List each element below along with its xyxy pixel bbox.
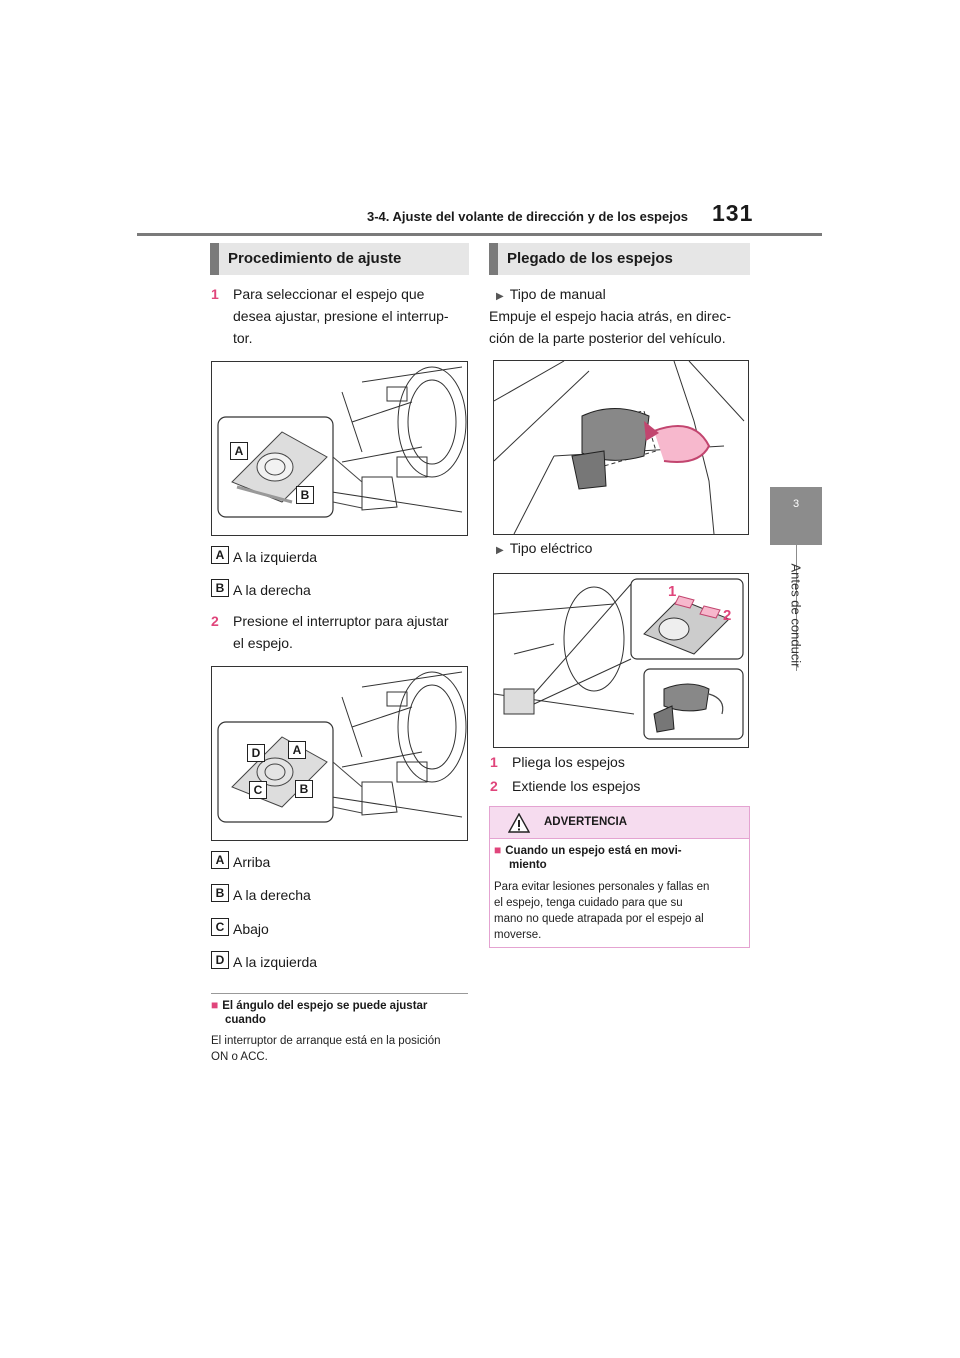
warning-heading-line-2: miento xyxy=(509,859,547,871)
fig4-label-1: 1 xyxy=(668,583,677,600)
step-1-line-2: desea ajustar, presione el interrup- xyxy=(233,308,449,324)
electric-type-heading: ▶ Tipo eléctrico xyxy=(496,540,593,556)
manual-text-line-2: ción de la parte posterior del vehículo. xyxy=(489,330,726,346)
page-number: 131 xyxy=(712,200,754,226)
fold-step-1-text: Pliega los espejos xyxy=(512,754,625,770)
section-title-adjust: Procedimiento de ajuste xyxy=(228,250,402,267)
fold-step-2-number: 2 xyxy=(490,778,498,794)
legend1-key-b: B xyxy=(211,579,229,597)
figure-manual-fold xyxy=(493,360,749,535)
warning-box xyxy=(489,806,750,948)
legend2-text-c: Abajo xyxy=(233,921,269,937)
warning-title: ADVERTENCIA xyxy=(544,816,628,828)
legend1-text-b: A la derecha xyxy=(233,582,311,598)
fig1-label-b: B xyxy=(296,486,314,504)
legend2-key-b: B xyxy=(211,884,229,902)
warning-body-line-3: mano no quede atrapada por el espejo al xyxy=(494,913,704,925)
chapter-label: Antes de conducir xyxy=(788,563,804,668)
warning-body-line-1: Para evitar lesiones personales y fallas en xyxy=(494,881,710,893)
section-bar-adjust xyxy=(210,243,469,275)
warning-icon xyxy=(508,813,530,833)
step-2-number: 2 xyxy=(211,613,219,629)
legend2-key-d: D xyxy=(211,951,229,969)
chapter-number: 3 xyxy=(792,498,800,510)
fig2-label-a: A xyxy=(288,741,306,759)
fig2-label-d: D xyxy=(247,744,265,762)
fig2-label-b: B xyxy=(295,780,313,798)
note-title-line-1: ■ El ángulo del espejo se puede ajustar xyxy=(211,998,428,1012)
fold-step-1-number: 1 xyxy=(490,754,498,770)
legend2-key-c: C xyxy=(211,918,229,936)
figure-electric-fold-drawing xyxy=(494,574,748,747)
step-1-number: 1 xyxy=(211,286,219,302)
legend2-text-d: A la izquierda xyxy=(233,954,318,970)
note-body-line-2: ON o ACC. xyxy=(211,1051,268,1063)
step-1-line-1: Para seleccionar el espejo que xyxy=(233,286,425,302)
step-2-line-1: Presione el interruptor para ajustar xyxy=(233,613,449,629)
legend1-key-a: A xyxy=(211,546,229,564)
warning-body-line-4: moverse. xyxy=(494,929,542,941)
figure-electric-fold xyxy=(493,573,749,748)
section-title-folding: Plegado de los espejos xyxy=(507,250,673,267)
legend2-text-b: A la derecha xyxy=(233,887,311,903)
note-title-line-2: cuando xyxy=(225,1014,266,1026)
legend2-text-a: Arriba xyxy=(233,854,271,870)
fig1-label-a: A xyxy=(230,442,248,460)
warning-header xyxy=(490,807,749,839)
chapter-tab xyxy=(770,487,822,545)
manual-type-heading: ▶ Tipo de manual xyxy=(496,286,606,302)
figure-manual-fold-drawing xyxy=(494,361,748,534)
legend1-text-a: A la izquierda xyxy=(233,549,318,565)
fig4-label-2: 2 xyxy=(723,607,732,624)
header-rule xyxy=(137,233,822,236)
fig2-label-c: C xyxy=(249,781,267,799)
warning-heading-line-1: ■ Cuando un espejo está en movi- xyxy=(494,843,682,857)
warning-body-line-2: el espejo, tenga cuidado para que su xyxy=(494,897,683,909)
figure-switch-select xyxy=(211,361,468,536)
section-bar-folding xyxy=(489,243,750,275)
note-body-line-1: El interruptor de arranque está en la posición xyxy=(211,1035,441,1047)
header-title: 3-4. Ajuste del volante de dirección y de los espejos xyxy=(367,209,689,224)
figure-switch-select-drawing xyxy=(212,362,467,535)
note-divider xyxy=(211,993,468,994)
manual-text-line-1: Empuje el espejo hacia atrás, en direc- xyxy=(489,308,732,324)
step-2-line-2: el espejo. xyxy=(233,635,293,651)
fold-step-2-text: Extiende los espejos xyxy=(512,778,641,794)
legend2-key-a: A xyxy=(211,851,229,869)
step-1-line-3: tor. xyxy=(233,330,253,346)
